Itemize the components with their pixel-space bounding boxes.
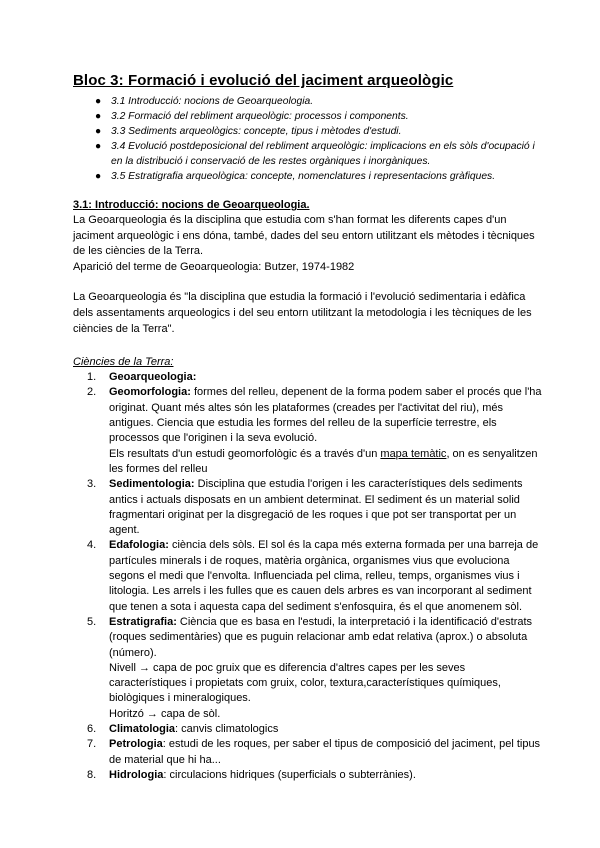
list-item xyxy=(87,768,544,783)
term-origin-paragraph: Aparició del terme de Geoarqueologia: Butzer, 1974-1982 xyxy=(73,260,355,273)
subheading: Ciències de la Terra: xyxy=(73,356,174,369)
list-number: 8. xyxy=(87,768,97,781)
document-title: Bloc 3: Formació i evolució del jaciment arqueològic xyxy=(73,72,454,89)
table-of-contents xyxy=(95,94,544,184)
list-text-line: Nivell → capa de poc gruix que es diferencia d'altres capes per les seves característiques i propietats com gruix, color, textura,característiques químiques, biològiques i mineralogiques. xyxy=(109,661,501,705)
toc-item xyxy=(95,124,544,139)
list-text: Disciplina que estudia l'origen i les característiques dels sediments antics i actuals disposats en un ambient determinat. El sediment és un material solid fragmentari originat per la disgregació de les roques i que pot ser transportat per un agent. xyxy=(109,478,523,537)
list-term: Geomorfologia: xyxy=(109,386,191,399)
list-number: 6. xyxy=(87,722,97,735)
list-term: Geoarqueologia: xyxy=(109,371,197,384)
list-text: Ciència que es basa en l'estudi, la interpretació i la identificació d'estrats (roques sedimentàries) que es puguin relacionar amb edat relativa (aprox.) o absoluta (número). xyxy=(109,615,533,659)
toc-item-text: 3.1 Introducció: nocions de Geoarqueologia. xyxy=(111,96,314,107)
bullet-icon: ● xyxy=(95,126,102,137)
toc-item-text: 3.3 Sediments arqueològics: concepte, tipus i mètodes d'estudi. xyxy=(111,126,402,137)
list-number: 1. xyxy=(87,371,97,384)
list-text: ciència dels sòls. El sol és la capa més externa formada per una barreja de partícules minerals i de roques, matèria orgànica, organismes vius que evoluciona segons el medi que l'envolta. Influenciada pel clima, relleu, temps, organismes vius i litologia. Les arrels i les fulles que es cauen dels arbres es van incorporant al sediment que tenen a sota i aquesta capa del sediment s'enfosquira, és el que anomenem sòl. xyxy=(109,539,539,613)
toc-item-text: 3.5 Estratigrafia arqueològica: concepte, nomenclatures i representacions gràfiques. xyxy=(111,171,496,182)
list-item xyxy=(87,538,544,614)
list-term: Hidrologia xyxy=(109,768,164,781)
list-term: Estratigrafia: xyxy=(109,615,177,628)
list-number: 4. xyxy=(87,539,97,552)
bullet-icon: ● xyxy=(95,111,102,122)
list-item xyxy=(87,737,544,768)
list-number: 2. xyxy=(87,386,97,399)
mapa-tematic-link[interactable]: mapa temàtic xyxy=(380,447,447,460)
list-text: : canvis climatologics xyxy=(175,722,279,735)
intro-paragraph: La Geoarqueologia és la disciplina que estudia com s'han format les diferents capes d'un jaciment arqueològic i ens dóna, també, dades del seu entorn utilitzant els mètodes i tècniques de les ciències de la Terra. xyxy=(73,214,535,258)
bullet-icon: ● xyxy=(95,141,102,152)
toc-item xyxy=(95,109,544,124)
toc-item xyxy=(95,94,544,109)
list-number: 5. xyxy=(87,615,97,628)
definition-paragraph: La Geoarqueologia és "la disciplina que estudia la formació i l'evolució sedimentaria i edàfica dels assentaments arqueologics i del seu entorn utilitzant la metodologia i les tècniques de les ciències de la Terra". xyxy=(73,291,532,335)
bullet-icon: ● xyxy=(95,96,102,107)
toc-item-text: 3.4 Evolució postdeposicional del rebliment arqueològic: implicacions en els sòls d'ocupació i en la distribució i conservació de les restes orgàniques i inorgàniques. xyxy=(111,141,535,167)
list-text: : estudi de les roques, per saber el tipus de composició del jaciment, pel tipus de material que hi ha... xyxy=(109,738,541,766)
section-title: 3.1: Introducció: nocions de Geoarqueologia. xyxy=(73,199,310,211)
list-term: Petrologia xyxy=(109,738,163,751)
toc-item xyxy=(95,169,544,184)
list-extra-text: Els resultats d'un estudi geomorfològic és a través d'un xyxy=(109,447,381,460)
list-item xyxy=(87,385,544,477)
bullet-icon: ● xyxy=(95,171,102,182)
list-text: formes del relleu, depenent de la forma podem saber el procés que l'ha originat. Quant més altes són les plataformes (creades per l'activitat del riu), més antigues. Ciencia que estudia les formes del relleu de la superfície terrestre, els processos que l'originen i la seva evolució. xyxy=(109,386,542,445)
list-text-line: Horitzó → capa de sòl. xyxy=(109,707,221,720)
list-term: Sedimentologia: xyxy=(109,478,195,491)
list-number: 3. xyxy=(87,478,97,491)
list-item xyxy=(87,722,544,737)
toc-item xyxy=(95,139,544,169)
list-text: : circulacions hidriques (superficials o subterrànies). xyxy=(163,768,416,781)
toc-item-text: 3.2 Formació del rebliment arqueològic: processos i components. xyxy=(111,111,409,122)
earth-sciences-list xyxy=(73,370,544,783)
list-term: Climatologia xyxy=(109,722,176,735)
list-item xyxy=(87,615,544,722)
list-extra-text: , on es senyalitzen les formes del relleu xyxy=(109,447,538,475)
list-number: 7. xyxy=(87,738,97,751)
list-item xyxy=(87,477,544,538)
list-item xyxy=(87,370,544,385)
list-term: Edafologia: xyxy=(109,539,169,552)
